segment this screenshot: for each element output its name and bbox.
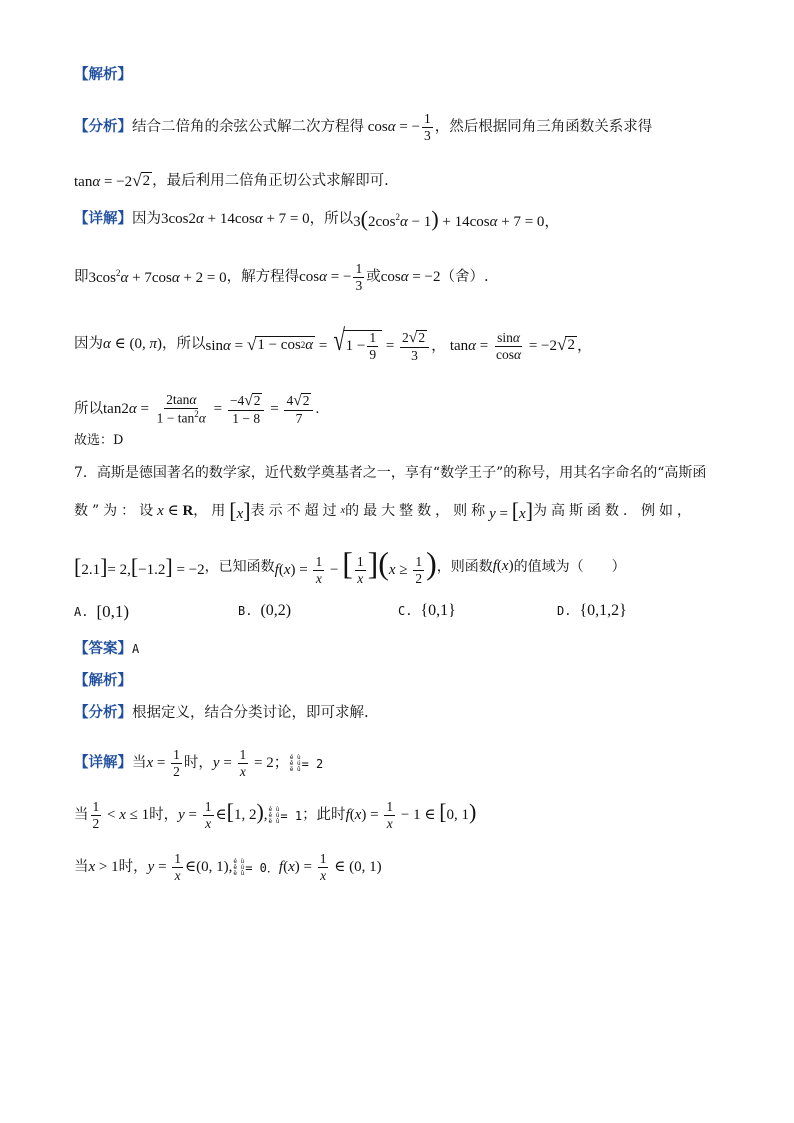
q6-fenxi-text1: 结合二倍角的余弦公式解二次方程得	[132, 119, 364, 136]
text-so: ，所以	[309, 210, 354, 227]
xiangjie-label-2: 【详解】	[74, 755, 132, 772]
case1-shi: 时，	[183, 755, 213, 772]
option-b-letter: B.	[238, 604, 253, 618]
q7-fenxi: 根据定义，结合分类讨论，即可求解.	[132, 705, 369, 721]
formula-fx-def: f(x) = $\frac{1}{x}$ − [ $\frac{1}{x}$ ](x ≥ $\frac{1}{2}$ )	[274, 545, 437, 587]
case2-f: f(x) = $\frac{1}{x}$ − 1 ∈ [0, 1)	[345, 799, 477, 832]
formula-eq1: 3cos2α + 14cosα + 7 = 0	[161, 210, 310, 227]
analysis-label-2: 【解析】	[74, 673, 132, 689]
formula-eq2: $3(2\cos^2\alpha - 1) + 14\cos\alpha + 7 = 0$，	[353, 206, 560, 231]
q7-intro2d: 的最大整数，则称	[345, 503, 490, 519]
answer-line	[74, 642, 139, 657]
case3-shi: 时，	[118, 859, 148, 876]
case2-shi: 时，	[149, 807, 179, 824]
q7-intro-line2	[74, 500, 695, 522]
case1-y: y = $\frac{1}{x}$ = 2；	[212, 747, 289, 780]
formula-y-gauss: y = [x]	[489, 498, 534, 523]
q6-analysis-line	[74, 112, 652, 143]
q6-detail-line4	[74, 393, 319, 426]
q7-analysis-line	[74, 706, 369, 721]
q7-intro3b: ，则函数	[436, 558, 493, 575]
formula-sol1: cosα = −	[299, 269, 352, 286]
garbled-glyph-1: é ù ê ú ë û	[289, 753, 301, 773]
option-b-value: (0,2)	[260, 602, 292, 619]
formula-x-in-R: x ∈ R	[157, 502, 194, 519]
formula-cos-eq: cosα = −	[364, 119, 421, 136]
text-so3: 所以	[74, 401, 103, 418]
fenxi-label: 【分析】	[74, 119, 132, 136]
text-ji: 即	[74, 269, 89, 286]
text-she: （舍）.	[440, 269, 489, 286]
q6-choice-line	[74, 434, 123, 447]
case1-val: = 2	[301, 756, 324, 771]
q6-detail-line2	[74, 262, 489, 293]
analysis-label: 【解析】	[74, 67, 132, 83]
q6-detail-line1	[74, 208, 559, 230]
formula-x-small: x	[340, 505, 346, 516]
q7-intro-line1	[74, 466, 706, 480]
case1-cond: x = $\frac{1}{2}$	[146, 747, 180, 780]
case2-y: y = $\frac{1}{x}$ ∈[1, 2),	[178, 799, 268, 832]
garbled-glyph-3: é ù ê ú ë û	[233, 857, 245, 877]
q6-choice: 故选：D	[74, 433, 124, 448]
option-d-value: {0,1,2}	[579, 602, 627, 619]
q6-analysis-line2	[74, 172, 389, 190]
formula-examples: [2.1]= 2,[−1.2] = −2	[74, 553, 205, 579]
formula-bracket-x: [x]	[229, 498, 251, 523]
option-a	[74, 602, 129, 622]
case2-when: 当	[74, 807, 89, 824]
text-because: 因为	[132, 210, 161, 227]
option-d-letter: D.	[557, 604, 572, 618]
text-or: 或	[366, 269, 381, 286]
case2-cond: $\frac{1}{2}$ < x ≤ 1	[92, 799, 150, 832]
q7-intro-line3	[74, 547, 626, 586]
formula-tan-eq: tanα = −2 √ 2	[74, 171, 151, 190]
q7-intro1: 7．高斯是德国著名的数学家，近代数学奠基者之一，享有“数学王子”的称号，用其名字命名的“高斯函	[74, 465, 707, 481]
option-c-value: {0,1}	[420, 602, 456, 619]
formula-tan2: tan2α = $\frac{2\tan\alpha}{1 - \tan^2\alpha}$ = −4 √ 2 1 − 8 = 4 √ 2 7 .	[103, 392, 320, 426]
case3-when: 当	[74, 859, 89, 876]
q6-fenxi-text3: ，最后利用二倍角正切公式求解即可.	[152, 172, 389, 189]
q6-fenxi-text2: ，然后根据同角三角函数关系求得	[434, 119, 653, 136]
option-d	[557, 602, 627, 620]
q7-case3	[74, 852, 382, 883]
case3-val: = 0．	[245, 860, 279, 875]
q6-detail-line3	[74, 326, 592, 363]
q7-intro3a: ，已知函数	[204, 558, 275, 575]
q7-intro2a: 数”为：设	[74, 503, 158, 519]
case1-when: 当	[132, 755, 147, 772]
case3-y: y = $\frac{1}{x}$ ∈(0, 1),	[147, 851, 233, 884]
q7-case1	[74, 748, 323, 779]
case3-f: f(x) = $\frac{1}{x}$ ∈ (0, 1)	[278, 851, 382, 884]
formula-sol2: cosα = −2	[380, 269, 441, 286]
case2-then: ；此时	[302, 807, 346, 824]
q7-intro2e: 为高斯函数．例如，	[533, 503, 696, 519]
option-c-letter: C.	[398, 604, 413, 618]
formula-sin: sinα = √ 1 − cos 2 α = √ 1 − $\frac{1}{9}$ = 2 √ 2 3 ， tanα = $\frac{\sin\alpha}{\cos\alpha}$ = −2 √ 2 ，	[205, 324, 592, 363]
option-c	[398, 602, 456, 620]
case3-cond: x > 1	[88, 859, 119, 876]
formula-eq3: $3\cos^2\alpha + 7\cos\alpha + 2 = 0$	[88, 268, 227, 287]
answer-value: A	[132, 642, 140, 657]
fenxi-label-2: 【分析】	[74, 705, 132, 721]
formula-fx: f(x)	[492, 558, 514, 575]
answer-label: 【答案】	[74, 641, 132, 657]
option-a-letter: A.	[74, 605, 89, 619]
case2-val: = 1	[280, 808, 303, 823]
frac-1-3b: $\frac{1}{3}$	[355, 261, 363, 294]
option-b	[238, 602, 291, 620]
q7-case2	[74, 800, 476, 831]
text-solve: ，解方程得	[226, 269, 300, 286]
text-because2: 因为	[74, 336, 103, 353]
text-so2: ，所以	[162, 336, 206, 353]
analysis-heading-2	[74, 674, 132, 689]
analysis-heading-1	[74, 68, 132, 83]
garbled-glyph-2: é ù ê ú ë û	[268, 805, 280, 825]
q7-intro2c: 表示不超过	[250, 503, 341, 519]
formula-range: α ∈ (0, π)	[103, 335, 162, 352]
frac-1-3: $\frac{1}{3}$	[424, 111, 431, 144]
xiangjie-label: 【详解】	[74, 210, 132, 227]
q7-intro2b: ，用	[193, 503, 230, 519]
option-a-value: [0,1)	[96, 602, 130, 621]
q7-intro3c: 的值域为（ ）	[513, 558, 626, 575]
